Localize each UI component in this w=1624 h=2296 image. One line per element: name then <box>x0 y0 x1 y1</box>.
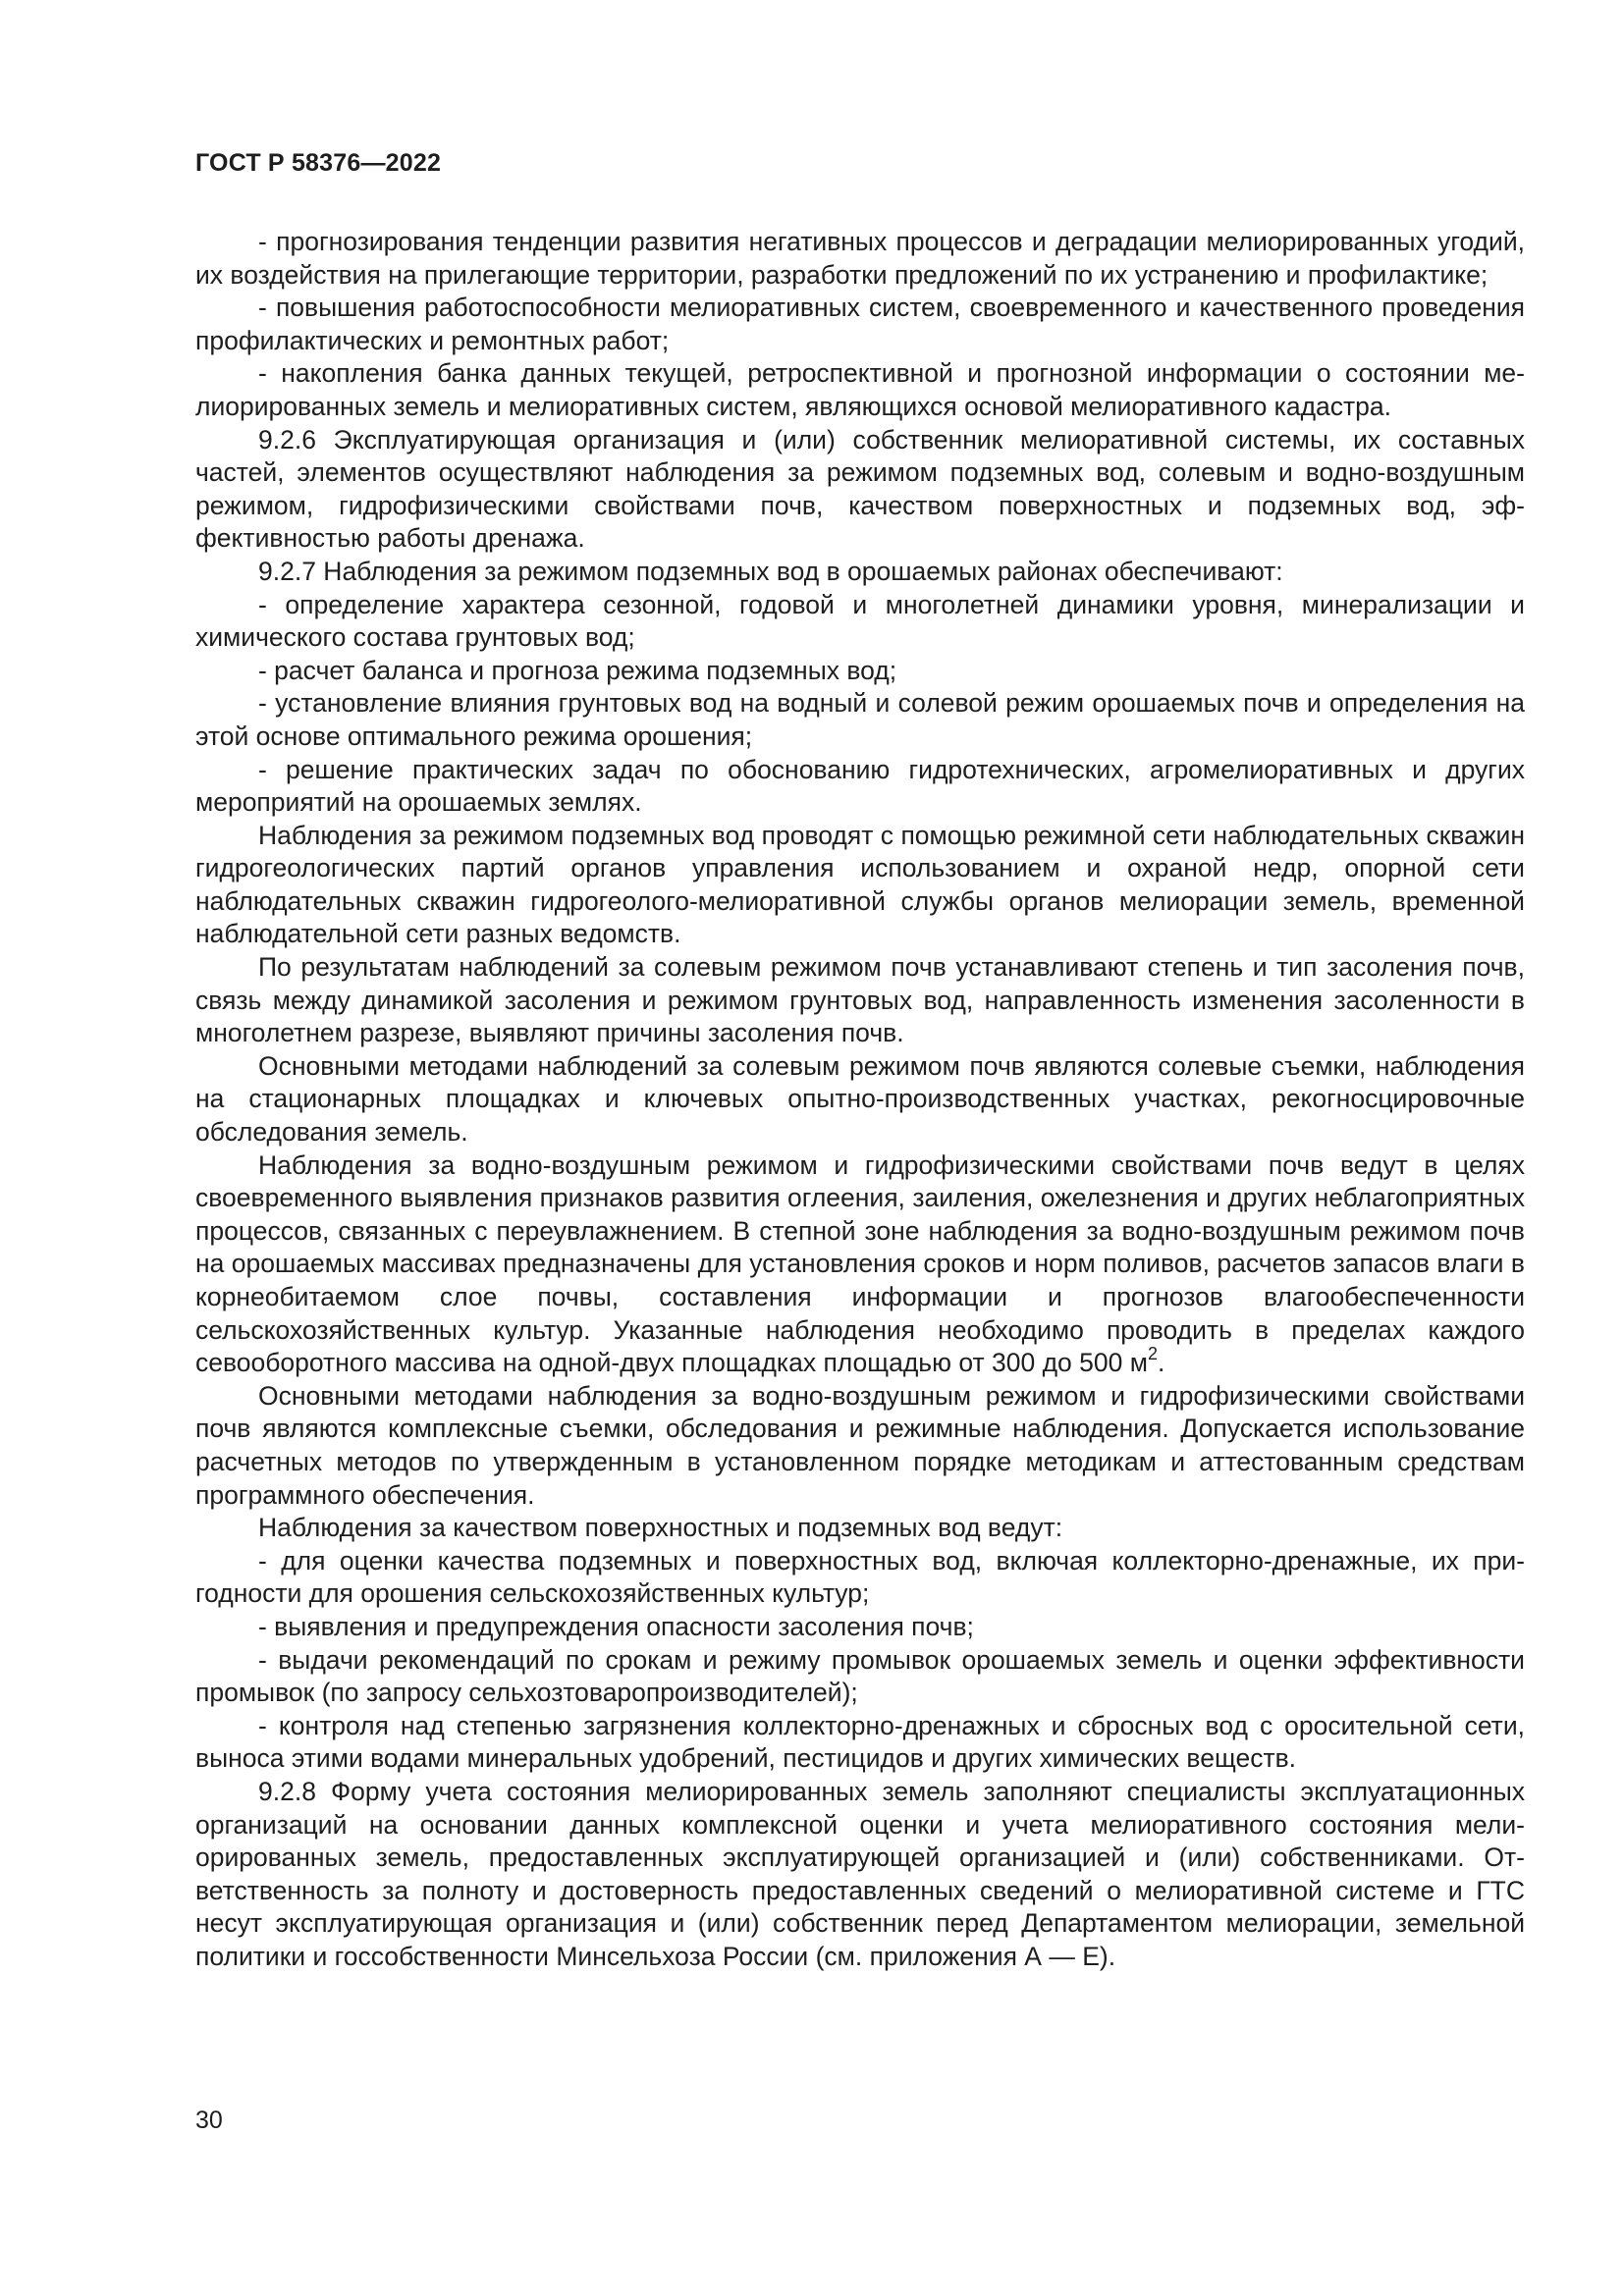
paragraph: - решение практических задач по обоснованию гидротехнических, агромелиоративных и других мероприятий на орошаемых землях. <box>195 754 1525 818</box>
paragraph: - установление влияния грунтовых вод на водный и солевой режим орошаемых почв и определения на этой основе оптимального режима орошения; <box>195 688 1525 751</box>
body-text <box>195 226 1525 1973</box>
paragraph-with-superscript <box>195 1149 1525 1380</box>
page-header: ГОСТ Р 58376—2022 <box>195 149 442 177</box>
paragraph: - контроля над степенью загрязнения коллекторно-дренажных и сбросных вод с оросительной сети, выноса этими водами минеральных удобрений, пестицидов и других химических веществ. <box>195 1710 1525 1774</box>
paragraph: 9.2.6 Эксплуатирующая организация и (или) собственник мелиоративной системы, их составных частей, элементов осуществляют наблюдения за режимом подземных вод, солевым и водно-воздушным режимом, гидрофизическими свойствами почв, качеством поверхностных и подземных вод, эффективностью работы дренажа. <box>195 424 1525 554</box>
paragraph: Основными методами наблюдения за водно-воздушным режимом и гидрофизическими свойствами почв являются комплексные съемки, обследования и режимные наблюдения. Допускается использование расчетных методов по утвержденным в установленном порядке методикам и аттестованным средствам программного обеспечения. <box>195 1380 1525 1510</box>
paragraph: - для оценки качества подземных и поверхностных вод, включая коллекторно-дренажные, их пригодности для орошения сельскохозяйственных культур; <box>195 1545 1525 1609</box>
paragraph-tail: . <box>1157 1348 1165 1378</box>
page-number: 30 <box>195 2107 223 2134</box>
paragraph: - повышения работоспособности мелиоративных систем, своевременного и качественного проведения профилактических и ремонтных работ; <box>195 293 1525 355</box>
paragraph: - выявления и предупреждения опасности засоления почв; <box>258 1611 974 1641</box>
paragraph: - определение характера сезонной, годовой и многолетней динамики уровня, минерализации и химического состава грунтовых вод; <box>195 589 1525 653</box>
paragraph: - прогнозирования тенденции развития негативных процессов и деградации мелиорированных угодий, их воздействия на прилегающие территории, разработки предложений по их устранению и профилактике; <box>195 227 1525 290</box>
paragraph: Наблюдения за режимом подземных вод проводят с помощью режимной сети наблюдательных скважин гидрогеологических партий органов управления использованием и охраной недр, опорной сети наблюдательных скважин гидрогеолого-мелиоративной службы органов мелиорации земель, временной наблюдательной сети разных ведомств. <box>195 820 1525 949</box>
paragraph: Основными методами наблюдений за солевым режимом почв являются солевые съемки, наблюдения на стационарных площадках и ключевых опытно-производственных участках, рекогносцировочные обследования земель. <box>195 1050 1525 1148</box>
paragraph: - накопления банка данных текущей, ретроспективной и прогнозной информации о состоянии мелиорированных земель и мелиоративных систем, являющихся основой мелиоративного кадастра. <box>195 358 1525 421</box>
paragraph: Наблюдения за качеством поверхностных и подземных вод ведут: <box>258 1513 1063 1543</box>
paragraph: - выдачи рекомендаций по срокам и режиму промывок орошаемых земель и оценки эффективности промывок (по запросу сельхозтоваропроизводителей); <box>195 1644 1525 1708</box>
paragraph: 9.2.8 Форму учета состояния мелиорированных земель заполняют специалисты эксплуатационных организаций на основании данных комплексной оценки и учета мелиоративного состояния мелиорированных земель, предоставленных эксплуатирующей организацией и (или) собственниками. Ответственность за полноту и достоверность предоставленных сведений о мелиоративной системе и ГТС несут эксплуатирующая организация и (или) собственник перед Департаментом мелиорации, земельной политики и госсобственности Минсельхоза России (см. приложения А — Е). <box>195 1776 1525 1971</box>
paragraph: - расчет баланса и прогноза режима подземных вод; <box>258 655 897 685</box>
area-unit-exponent: 2 <box>1147 1344 1158 1364</box>
paragraph-text: Наблюдения за водно-воздушным режимом и гидрофизическими свойствами почв ведут в целях своевременного выявления признаков развития оглеения, заиления, ожелезнения и других неблагоприятных процессов, связанных с переувлажнением. В степной зоне наблюдения за водно-воздушным режимом почв на орошаемых массивах предназначены для установления сроков и норм поливов, расчетов запасов влаги в корнеобитаемом слое почвы, составления информации и прогнозов влагообеспеченности сельскохозяйственных культур. Указанные наблюдения необходимо проводить в пределах каждого севооборотного массива на одной-двух площадках площадью от 300 до 500 м <box>195 1149 1525 1378</box>
paragraph: 9.2.7 Наблюдения за режимом подземных вод в орошаемых районах обеспечивают: <box>258 556 1283 586</box>
paragraph: По результатам наблюдений за солевым режимом почв устанавливают степень и тип засоления почв, связь между динамикой засоления и режимом грунтовых вод, направленность изменения засоленности в многолетнем разрезе, выявляют причины засоления почв. <box>195 952 1525 1048</box>
